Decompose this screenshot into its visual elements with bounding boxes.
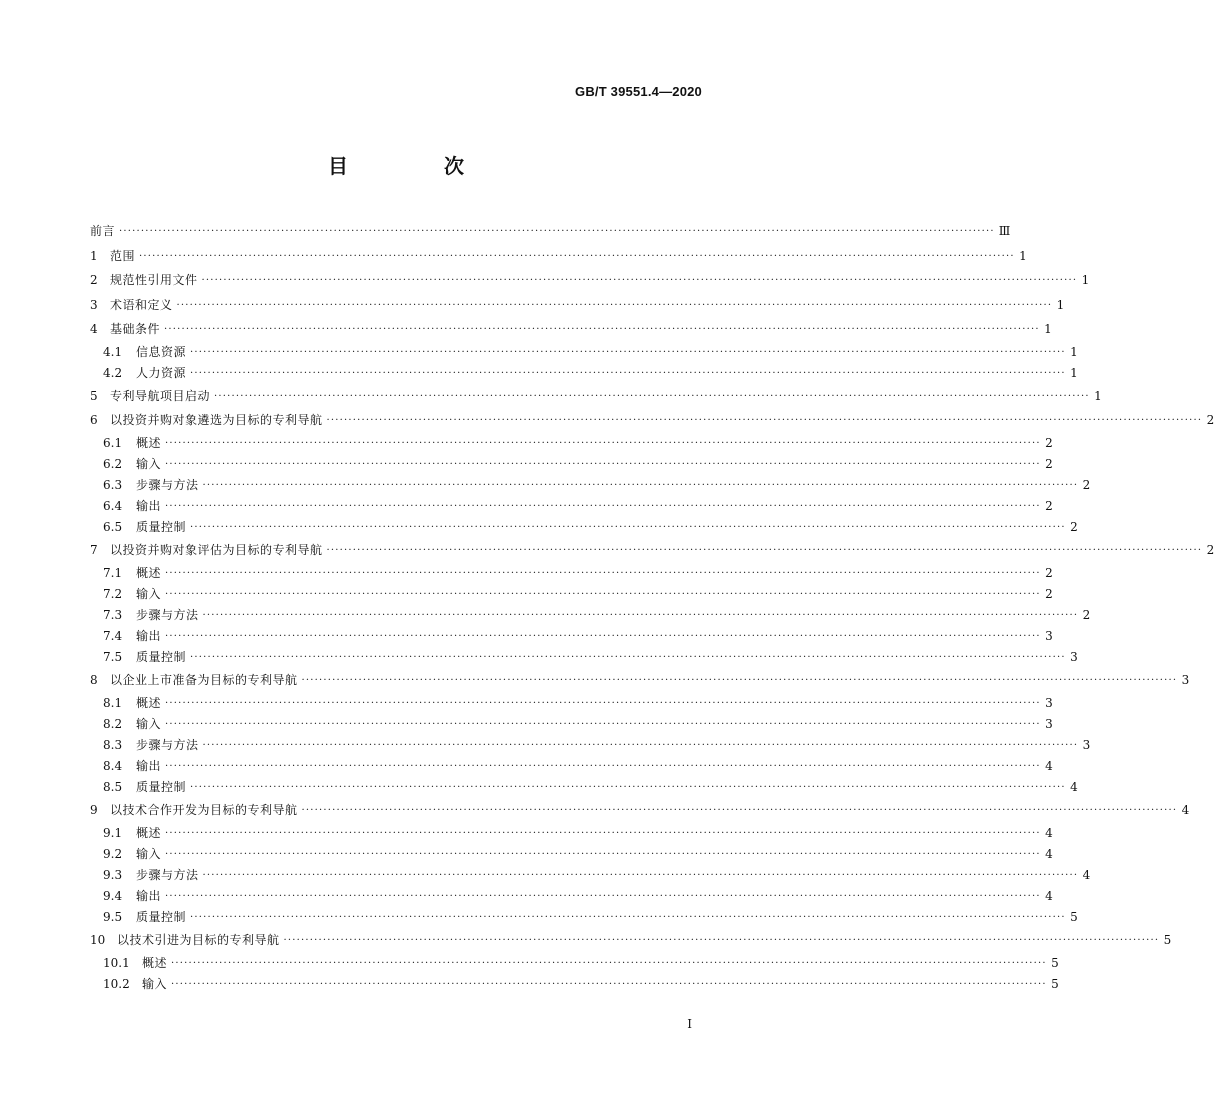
toc-leader-dots: ········································································································································································································ (301, 805, 1178, 817)
toc-entry[interactable] (90, 886, 1053, 907)
toc-leader-dots: ········································································································································································································ (283, 935, 1160, 947)
toc-entry-label: 前言 (90, 224, 116, 238)
toc-entry-page: 1 (1094, 388, 1102, 403)
toc-entry-number: 7.2 (103, 586, 123, 601)
toc-entry-number: 7 (90, 543, 98, 558)
toc-entry-page: 3 (1045, 628, 1053, 643)
toc-entry[interactable] (90, 244, 1027, 269)
toc-entry-page: 1 (1081, 273, 1090, 287)
toc-entry[interactable] (90, 317, 1052, 342)
toc-entry-number: 7.4 (103, 628, 123, 643)
toc-leader-dots: ········································································································································································································ (165, 848, 1041, 860)
toc-entry[interactable] (90, 496, 1053, 517)
toc-entry-label: 步骤与方法 (136, 867, 199, 882)
toc-entry[interactable] (90, 798, 1190, 823)
toc-entry-page: 3 (1082, 737, 1091, 752)
toc-leader-dots: ········································································································································································································ (165, 697, 1041, 709)
toc-entry[interactable] (90, 668, 1190, 693)
toc-entry[interactable] (90, 475, 1091, 496)
toc-entry-page: 4 (1045, 888, 1053, 903)
toc-leader-dots: ········································································································································································································ (190, 911, 1066, 923)
toc-entry-number: 9.2 (103, 846, 123, 861)
toc-entry[interactable] (90, 342, 1078, 363)
toc-entry-page: 5 (1051, 955, 1059, 970)
toc-leader-dots: ········································································································································································································ (165, 760, 1041, 772)
toc-entry-number: 9.5 (103, 909, 123, 924)
toc-entry-page: 5 (1051, 976, 1059, 991)
toc-entry-label: 专利导航项目启动 (110, 388, 211, 403)
toc-leader-dots: ········································································································································································································ (165, 500, 1041, 512)
toc-entry-number: 9.3 (103, 867, 123, 882)
toc-entry-number: 3 (90, 297, 98, 312)
toc-entry-label: 概述 (136, 435, 162, 450)
toc-entry-page: 2 (1206, 413, 1214, 428)
toc-leader-dots: ········································································································································································································ (171, 978, 1047, 990)
toc-entry[interactable] (90, 777, 1078, 798)
toc-entry-label: 人力资源 (136, 365, 187, 380)
toc-entry-page: 3 (1070, 650, 1078, 665)
toc-entry-page: 2 (1082, 477, 1091, 492)
toc-leader-dots: ········································································································································································································ (165, 437, 1041, 449)
toc-entry-page: 4 (1045, 846, 1053, 861)
toc-entry-number: 6 (90, 413, 98, 428)
toc-entry-page: 4 (1181, 803, 1190, 818)
toc-entry[interactable] (90, 517, 1078, 538)
toc-entry-page: 2 (1045, 498, 1053, 513)
toc-entry-page: 3 (1181, 673, 1190, 688)
toc-entry-number: 6.1 (103, 435, 123, 450)
toc-entry-label: 输入 (136, 846, 162, 861)
toc-entry[interactable] (90, 538, 1214, 563)
toc-entry[interactable] (90, 844, 1053, 865)
toc-entry[interactable] (90, 928, 1172, 953)
toc-leader-dots: ········································································································································································································ (202, 479, 1079, 491)
toc-entry-page: 2 (1045, 565, 1053, 580)
toc-entry-label: 以技术引进为目标的专利导航 (117, 933, 280, 948)
toc-entry-label: 输入 (142, 976, 168, 991)
toc-leader-dots: ········································································································································································································ (214, 390, 1090, 402)
toc-entry[interactable] (90, 605, 1091, 626)
toc-entry-label: 输入 (136, 456, 162, 471)
toc-entry-page: 2 (1045, 586, 1053, 601)
toc-entry-number: 1 (90, 248, 98, 263)
toc-entry[interactable] (90, 293, 1065, 318)
toc-entry[interactable] (90, 714, 1053, 735)
standard-code: GB/T 39551.4—2020 (575, 84, 702, 99)
toc-entry-label: 信息资源 (136, 344, 187, 359)
toc-entry-number: 7.3 (103, 607, 123, 622)
page-title: 目 次 (328, 154, 502, 178)
toc-entry-page: 2 (1045, 456, 1053, 471)
toc-entry[interactable] (90, 693, 1053, 714)
toc-entry-label: 以技术合作开发为目标的专利导航 (110, 803, 298, 818)
toc-leader-dots: ········································································································································································································ (190, 782, 1066, 793)
toc-leader-dots: ········································································································································································································ (165, 827, 1041, 839)
toc-entry-label: 以企业上市准备为目标的专利导航 (110, 673, 298, 688)
toc-entry-number: 8 (90, 673, 98, 688)
toc-leader-dots: ········································································································································································································ (171, 957, 1047, 969)
toc-leader-dots: ········································································································································································································ (202, 869, 1079, 881)
toc-leader-dots: ········································································································································································································ (164, 324, 1040, 335)
toc-entry-page: 2 (1045, 435, 1053, 450)
toc-leader-dots: ········································································································································································································ (165, 630, 1041, 642)
toc-entry-label: 步骤与方法 (136, 607, 199, 622)
toc-entry-number: 8.1 (103, 695, 123, 710)
toc-entry[interactable] (90, 219, 1011, 244)
toc-leader-dots: ········································································································································································································ (165, 567, 1041, 579)
toc-entry-number: 8.5 (103, 780, 123, 794)
toc-entry-number: 10.2 (103, 976, 130, 991)
toc-entry-number: 9.4 (103, 888, 123, 903)
toc-leader-dots: ········································································································································································································ (119, 226, 995, 237)
toc-leader-dots: ········································································································································································································ (190, 346, 1066, 358)
toc-entry-page: 4 (1045, 825, 1053, 840)
toc-entry-label: 概述 (136, 565, 162, 580)
toc-entry-label: 以投资并购对象遴选为目标的专利导航 (110, 413, 323, 428)
toc-entry-number: 4 (90, 322, 98, 336)
toc-entry-number: 4.1 (103, 344, 123, 359)
toc-entry-label: 概述 (136, 825, 162, 840)
toc-entry[interactable] (90, 268, 1090, 293)
toc-entry-page: 1 (1044, 322, 1052, 336)
toc-entry-page: 4 (1045, 758, 1053, 773)
toc-leader-dots: ········································································································································································································ (190, 522, 1066, 534)
toc-entry[interactable] (90, 384, 1102, 409)
toc-entry-label: 基础条件 (110, 322, 161, 336)
toc-entry-page: 5 (1163, 933, 1172, 948)
toc-entry-page: 1 (1070, 365, 1078, 380)
toc-entry-page: 3 (1045, 695, 1053, 710)
toc-entry-label: 规范性引用文件 (110, 273, 198, 287)
toc-leader-dots: ········································································································································································································ (201, 275, 1078, 286)
toc-entry-number: 6.2 (103, 456, 123, 471)
toc-entry[interactable] (90, 647, 1078, 668)
toc-leader-dots: ········································································································································································································ (165, 458, 1041, 470)
toc-entry-number: 7.5 (103, 650, 123, 665)
toc-entry-label: 输出 (136, 498, 162, 513)
toc-leader-dots: ········································································································································································································ (326, 415, 1203, 427)
toc-leader-dots: ········································································································································································································ (176, 299, 1053, 311)
toc-entry[interactable] (90, 433, 1053, 454)
toc-entry[interactable] (90, 865, 1091, 886)
toc-entry-label: 输出 (136, 758, 162, 773)
toc-entry-number: 8.3 (103, 737, 123, 752)
toc-entry-page: 2 (1082, 607, 1091, 622)
toc-leader-dots: ········································································································································································································ (326, 545, 1203, 557)
toc-leader-dots: ········································································································································································································ (190, 367, 1066, 379)
toc-entry-number: 6.4 (103, 498, 123, 513)
toc-entry-page: 3 (1045, 716, 1053, 731)
toc-leader-dots: ········································································································································································································ (202, 609, 1079, 621)
toc-entry[interactable] (90, 823, 1053, 844)
page-number: Ⅰ (687, 1017, 692, 1031)
toc-entry[interactable] (90, 584, 1053, 605)
toc-entry-label: 步骤与方法 (136, 477, 199, 492)
toc-entry-label: 输出 (136, 628, 162, 643)
toc-entry-page: 4 (1070, 780, 1078, 794)
toc-entry-number: 10 (90, 933, 106, 948)
toc-entry-label: 质量控制 (136, 520, 187, 535)
toc-entry-page: 4 (1082, 867, 1091, 882)
toc-entry[interactable] (90, 454, 1053, 475)
toc-entry[interactable] (90, 408, 1214, 433)
toc-entry-number: 10.1 (103, 955, 130, 970)
toc-entry-number: 2 (90, 273, 98, 287)
toc-leader-dots: ········································································································································································································ (165, 890, 1041, 902)
toc-leader-dots: ········································································································································································································ (190, 652, 1066, 664)
toc-entry[interactable] (90, 974, 1059, 995)
toc-entry-number: 9 (90, 803, 98, 818)
toc-entry-label: 术语和定义 (110, 297, 173, 312)
toc-leader-dots: ········································································································································································································ (139, 250, 1015, 262)
toc-entry-number: 4.2 (103, 365, 123, 380)
toc-entry-label: 概述 (142, 955, 168, 970)
toc-entry-label: 质量控制 (136, 909, 187, 924)
toc-entry-label: 输入 (136, 586, 162, 601)
toc-entry-label: 范围 (110, 248, 136, 263)
toc-entry[interactable] (90, 907, 1078, 928)
table-of-contents (90, 219, 1214, 995)
toc-entry-label: 以投资并购对象评估为目标的专利导航 (110, 543, 323, 558)
toc-entry-label: 输入 (136, 716, 162, 731)
toc-entry[interactable] (90, 563, 1053, 584)
toc-entry-page: 1 (1070, 344, 1078, 359)
toc-entry-page: 1 (1056, 297, 1065, 312)
toc-entry-page: 1 (1019, 248, 1027, 263)
toc-leader-dots: ········································································································································································································ (301, 675, 1178, 687)
toc-entry-number: 7.1 (103, 565, 123, 580)
toc-leader-dots: ········································································································································································································ (202, 739, 1079, 751)
toc-entry-label: 概述 (136, 695, 162, 710)
toc-leader-dots: ········································································································································································································ (165, 588, 1041, 600)
toc-entry-number: 8.2 (103, 716, 123, 731)
toc-entry-number: 6.5 (103, 520, 123, 535)
toc-entry-label: 步骤与方法 (136, 737, 199, 752)
toc-entry[interactable] (90, 363, 1078, 384)
toc-entry[interactable] (90, 735, 1091, 756)
toc-entry-page: 2 (1070, 520, 1078, 535)
toc-leader-dots: ········································································································································································································ (165, 718, 1041, 730)
toc-entry-label: 质量控制 (136, 780, 187, 794)
toc-entry-label: 输出 (136, 888, 162, 903)
toc-entry[interactable] (90, 756, 1053, 777)
toc-entry-page: 5 (1070, 909, 1078, 924)
toc-entry-number: 9.1 (103, 825, 123, 840)
toc-entry-number: 6.3 (103, 477, 123, 492)
toc-entry-label: 质量控制 (136, 650, 187, 665)
toc-entry[interactable] (90, 626, 1053, 647)
toc-entry[interactable] (90, 953, 1059, 974)
toc-entry-number: 8.4 (103, 758, 123, 773)
toc-entry-page: 2 (1206, 543, 1214, 558)
toc-entry-page: Ⅲ (998, 224, 1011, 238)
toc-entry-number: 5 (90, 388, 98, 403)
